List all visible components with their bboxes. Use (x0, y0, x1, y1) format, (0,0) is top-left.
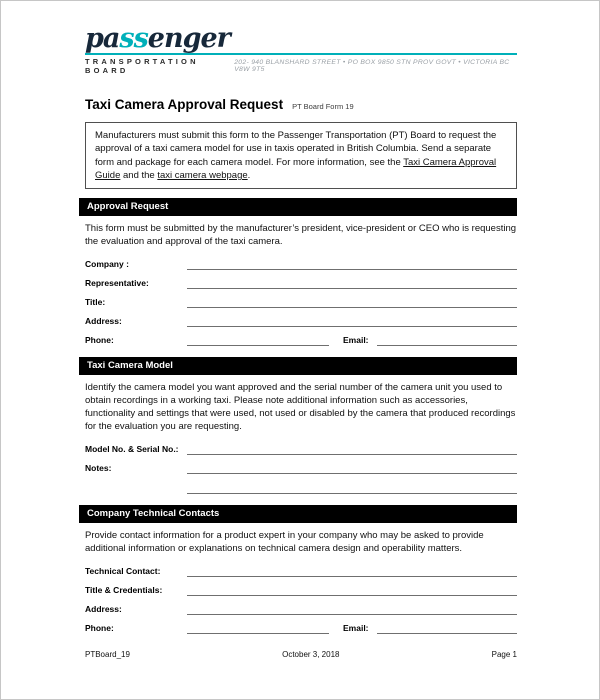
tech-phone-input-line[interactable] (187, 621, 329, 634)
technical-contact-label: Technical Contact: (85, 566, 161, 577)
tech-address-input-line[interactable] (187, 602, 517, 615)
tech-phone-email-field-row (85, 620, 517, 634)
intro-box (85, 122, 517, 189)
section-header-taxi-camera-model: Taxi Camera Model (79, 357, 517, 375)
model-serial-label: Model No. & Serial No.: (85, 444, 179, 455)
title-input-line[interactable] (187, 295, 517, 308)
footer-form-id: PTBoard_19 (85, 650, 130, 659)
approval-request-description: This form must be submitted by the manufacturer’s president, vice-president or CEO who is requesting the evaluation and approval of the taxi camera. (85, 223, 517, 248)
taxi-camera-model-description: Identify the camera model you want approved and the serial number of the camera unit you used to obtain recordings in a working taxi. Please note additional information such as accessories, functionality and settings that were used, not used or disabled by the camera that produced recordings for the evaluation you are requesting. (85, 382, 516, 433)
notes-input-line-2[interactable] (187, 481, 517, 494)
notes-label: Notes: (85, 463, 112, 474)
company-input-line[interactable] (187, 257, 517, 270)
section-header-company-technical-contacts: Company Technical Contacts (79, 505, 517, 523)
approval-guide-link[interactable]: Taxi Camera Approval Guide (95, 156, 497, 181)
taxi-camera-webpage-link[interactable]: taxi camera webpage (157, 169, 248, 181)
phone-input-line[interactable] (187, 333, 329, 346)
header-bottom-row (85, 57, 517, 75)
section-header-approval-request: Approval Request (79, 198, 517, 216)
title-credentials-input-line[interactable] (187, 583, 517, 596)
email-input-line[interactable] (377, 333, 517, 346)
representative-field-row (85, 275, 517, 289)
notes-input-line-1[interactable] (187, 461, 517, 474)
address-input-line[interactable] (187, 314, 517, 327)
intro-text-2: and the (120, 169, 158, 181)
tech-address-field-row (85, 601, 517, 615)
tech-email-label: Email: (343, 623, 369, 634)
model-serial-input-line[interactable] (187, 442, 517, 455)
intro-text-3: . (247, 169, 251, 181)
logo-part-2: ss (119, 23, 148, 54)
email-label: Email: (343, 335, 369, 346)
address-field-row (85, 313, 517, 327)
address-label: Address: (85, 316, 122, 327)
header (85, 25, 517, 75)
form-number: PT Board Form 19 (292, 102, 354, 111)
logo-subtitle: TRANSPORTATION BOARD (85, 57, 199, 75)
title-label: Title: (85, 297, 106, 308)
footer-page-number: Page 1 (491, 650, 517, 659)
phone-label: Phone: (85, 335, 114, 346)
title-credentials-field-row (85, 582, 517, 596)
title-field-row (85, 294, 517, 308)
passenger-board-logo (85, 25, 230, 52)
tech-phone-label: Phone: (85, 623, 114, 634)
board-address: 202- 940 BLANSHARD STREET • PO BOX 9850 STN PROV GOVT • VICTORIA BC V8W 9T5 (234, 59, 510, 73)
technical-contacts-description: Provide contact information for a product expert in your company who may be asked to provide additional information or explanations on technical camera design and operability matters. (85, 530, 484, 555)
technical-contact-field-row (85, 563, 517, 577)
phone-email-field-row (85, 332, 517, 346)
notes-field-row (85, 460, 517, 474)
intro-text-1: Manufacturers must submit this form to the Passenger Transportation (PT) Board to request the approval of a taxi camera model for use in taxis operated in British Columbia. Send a separate form and package for each camera model. For more information, see the (95, 130, 497, 168)
page-title: Taxi Camera Approval Request (85, 97, 284, 112)
representative-input-line[interactable] (187, 276, 517, 289)
title-row (85, 97, 517, 112)
footer-date: October 3, 2018 (282, 650, 340, 659)
tech-email-input-line[interactable] (377, 621, 517, 634)
logo-part-1: pa (85, 23, 120, 54)
technical-contact-input-line[interactable] (187, 564, 517, 577)
company-label: Company : (85, 259, 129, 270)
title-credentials-label: Title & Credentials: (85, 585, 163, 596)
tech-address-label: Address: (85, 604, 122, 615)
logo-part-3: enger (147, 23, 230, 54)
representative-label: Representative: (85, 278, 149, 289)
header-top-row (85, 25, 517, 55)
page-footer (85, 650, 517, 659)
company-field-row (85, 256, 517, 270)
model-serial-field-row (85, 441, 517, 455)
